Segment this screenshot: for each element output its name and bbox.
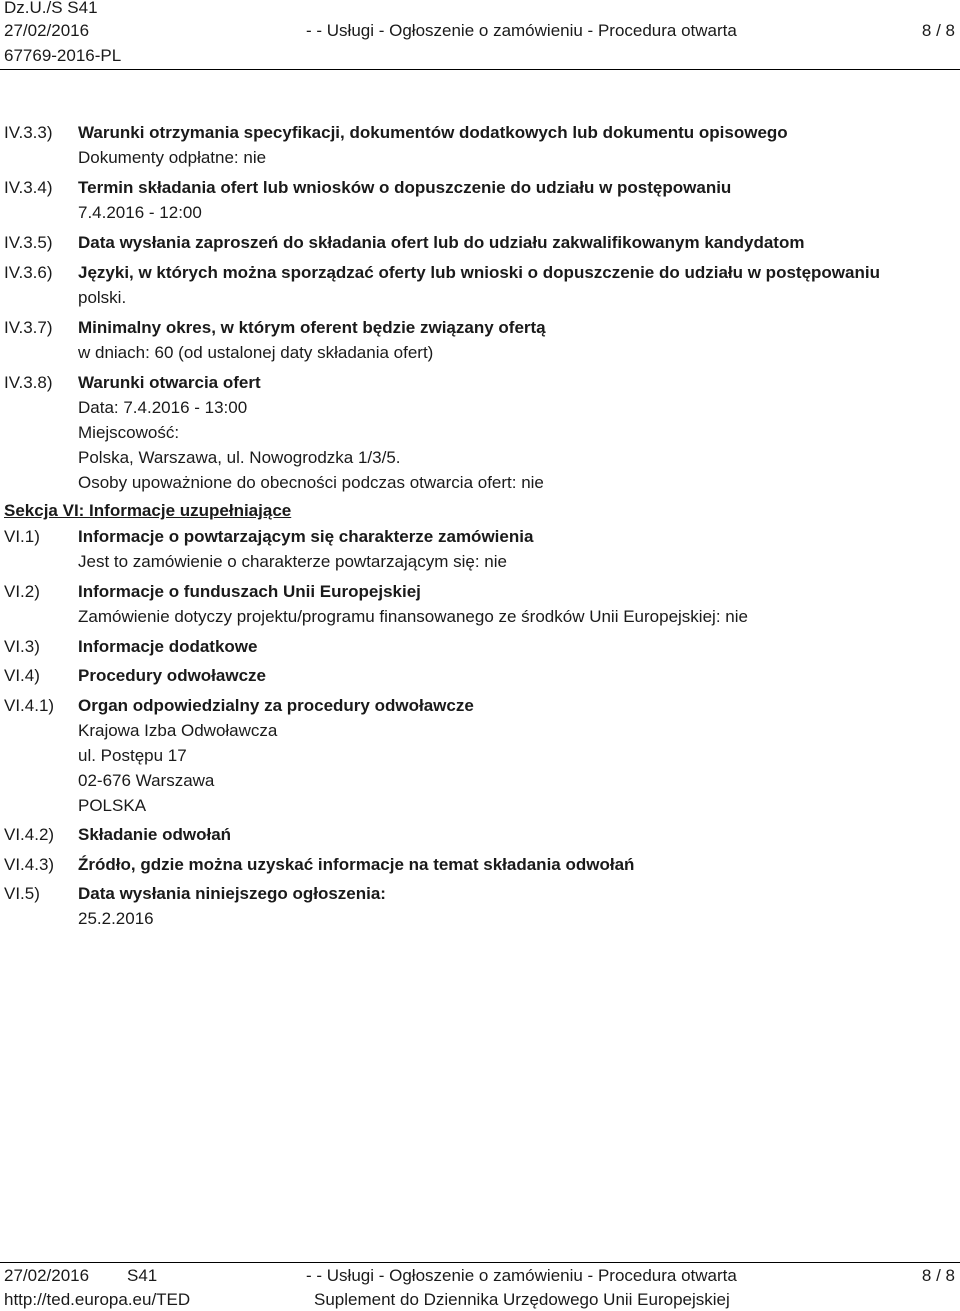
- section-number: IV.3.6): [4, 263, 53, 282]
- section-title: Warunki otrzymania specyfikacji, dokumentów dodatkowych lub dokumentu opisowego: [78, 123, 788, 142]
- footer-journal: S41: [127, 1266, 158, 1285]
- section-title: Informacje o funduszach Unii Europejskiej: [78, 582, 421, 601]
- section-text: Osoby upoważnione do obecności podczas otwarcia ofert: nie: [78, 473, 544, 492]
- footer-page-number: 8 / 8: [921, 1266, 955, 1285]
- section-text: polski.: [78, 288, 127, 307]
- header-divider: [0, 69, 960, 70]
- section-number: VI.5): [4, 884, 40, 903]
- section-number: IV.3.3): [4, 123, 53, 142]
- footer-notice-title: - - Usługi - Ogłoszenie o zamówieniu - Procedura otwarta: [306, 1266, 737, 1285]
- header-notice-title: - - Usługi - Ogłoszenie o zamówieniu - Procedura otwarta: [306, 21, 737, 40]
- header-page-number: 8 / 8: [921, 21, 955, 40]
- section-text: Krajowa Izba Odwoławcza: [78, 721, 278, 740]
- section-text: POLSKA: [78, 796, 147, 815]
- section-number: VI.2): [4, 582, 40, 601]
- header-journal: Dz.U./S S41: [4, 0, 98, 17]
- section-title: Data wysłania niniejszego ogłoszenia:: [78, 884, 386, 903]
- section-number: IV.3.8): [4, 373, 53, 392]
- section-number: IV.3.5): [4, 233, 53, 252]
- header-date: 27/02/2016: [4, 21, 90, 40]
- header-notice-id: 67769-2016-PL: [4, 46, 122, 65]
- footer-divider: [0, 1262, 960, 1263]
- section-text: 02-676 Warszawa: [78, 771, 215, 790]
- section-text: Miejscowość:: [78, 423, 180, 442]
- section-title: Informacje o powtarzającym się charakterze zamówienia: [78, 527, 534, 546]
- section-title: Informacje dodatkowe: [78, 637, 258, 656]
- section-title: Organ odpowiedzialny za procedury odwoławcze: [78, 696, 474, 715]
- section-title: Warunki otwarcia ofert: [78, 373, 261, 392]
- section-number: VI.4.3): [4, 855, 55, 874]
- section-text: Zamówienie dotyczy projektu/programu finansowanego ze środków Unii Europejskiej: nie: [78, 607, 748, 626]
- section-number: VI.1): [4, 527, 40, 546]
- section-text: Jest to zamówienie o charakterze powtarzającym się: nie: [78, 552, 507, 571]
- section-title: Data wysłania zaproszeń do składania ofert lub do udziału zakwalifikowanym kandydatom: [78, 233, 805, 252]
- section-number: VI.4.1): [4, 696, 55, 715]
- section-vi-heading: Sekcja VI: Informacje uzupełniające: [4, 501, 292, 520]
- section-number: VI.4): [4, 666, 40, 685]
- section-title: Procedury odwoławcze: [78, 666, 266, 685]
- section-number: IV.3.4): [4, 178, 53, 197]
- section-text: w dniach: 60 (od ustalonej daty składania ofert): [78, 343, 434, 362]
- section-number: VI.4.2): [4, 825, 55, 844]
- section-text: ul. Postępu 17: [78, 746, 187, 765]
- footer-date: 27/02/2016: [4, 1266, 90, 1285]
- section-title: Minimalny okres, w którym oferent będzie związany ofertą: [78, 318, 546, 337]
- section-text: 7.4.2016 - 12:00: [78, 203, 202, 222]
- section-title: Języki, w których można sporządzać oferty lub wnioski o dopuszczenie do udziału w postępowaniu: [78, 263, 880, 282]
- footer-supplement: Suplement do Dziennika Urzędowego Unii Europejskiej: [314, 1290, 730, 1309]
- section-text: Dokumenty odpłatne: nie: [78, 148, 267, 167]
- section-title: Źródło, gdzie można uzyskać informacje na temat składania odwołań: [78, 855, 635, 874]
- section-title: Składanie odwołań: [78, 825, 232, 844]
- section-text: Data: 7.4.2016 - 13:00: [78, 398, 248, 417]
- section-text: 25.2.2016: [78, 909, 154, 928]
- footer-url[interactable]: http://ted.europa.eu/TED: [4, 1290, 191, 1309]
- section-number: VI.3): [4, 637, 40, 656]
- section-text: Polska, Warszawa, ul. Nowogrodzka 1/3/5.: [78, 448, 401, 467]
- section-title: Termin składania ofert lub wniosków o dopuszczenie do udziału w postępowaniu: [78, 178, 732, 197]
- section-number: IV.3.7): [4, 318, 53, 337]
